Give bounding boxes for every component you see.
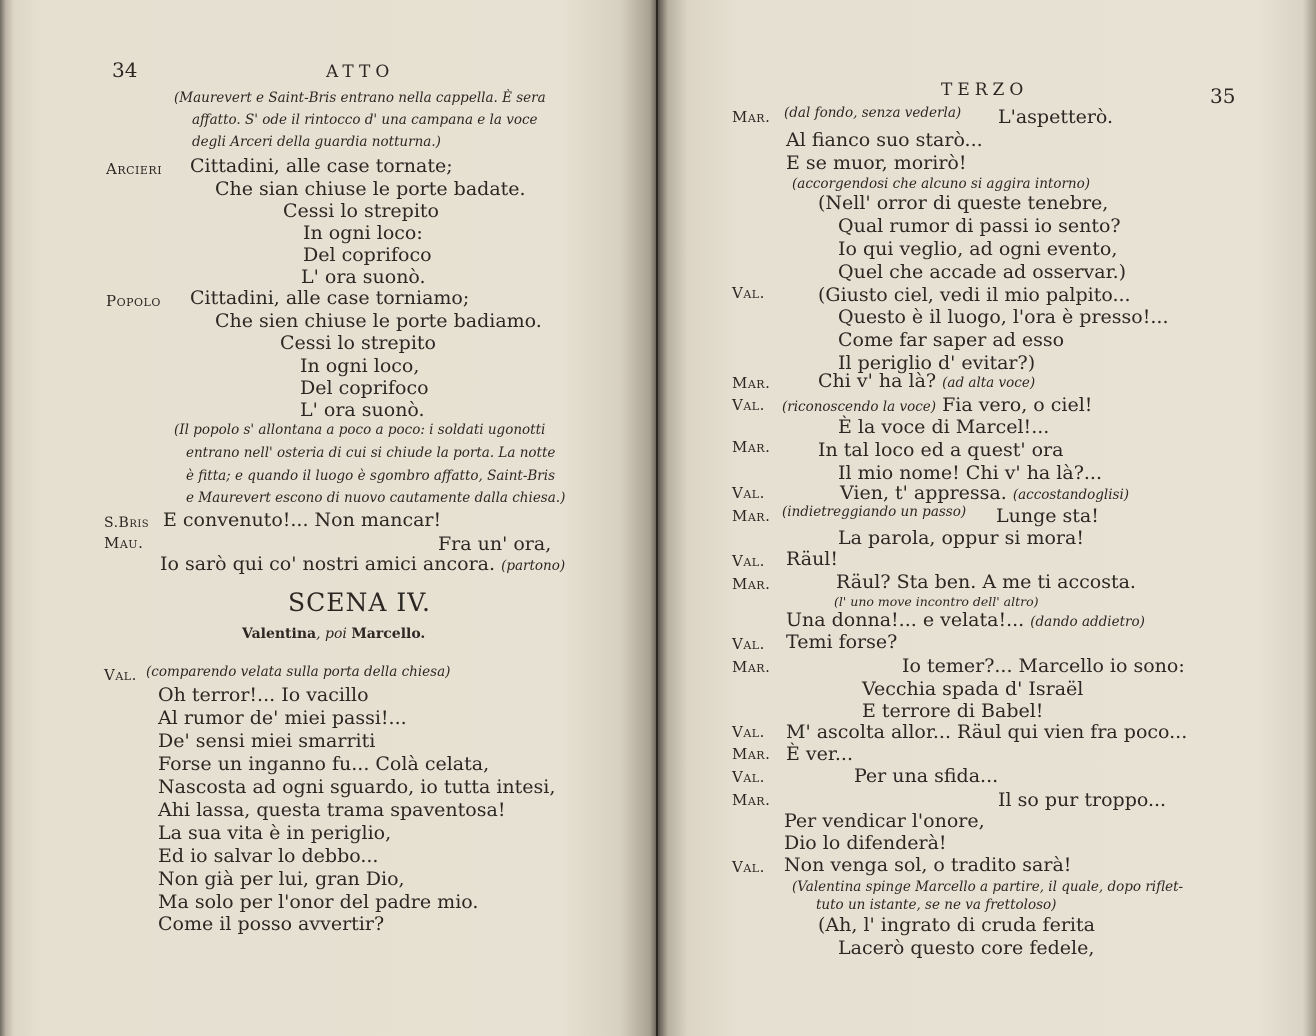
verse-line: Io qui veglio, ad ogni evento,: [838, 238, 1118, 260]
speaker-val: Val.: [732, 858, 765, 876]
character-name: Marcello.: [351, 626, 426, 642]
verse-line: Cessi lo strepito: [283, 200, 439, 222]
speaker-val: Val.: [104, 666, 137, 684]
verse-line: Il periglio d' evitar?): [838, 352, 1036, 374]
stage-direction: (accorgendosi che alcuno si aggira intorno): [792, 176, 1091, 192]
verse-line: Cittadini, alle case tornate;: [190, 155, 453, 177]
verse-line: Fra un' ora,: [438, 533, 552, 555]
verse-line: Che sien chiuse le porte badiamo.: [215, 310, 542, 332]
verse-line: Questo è il luogo, l'ora è presso!...: [838, 306, 1169, 328]
verse-line: Qual rumor di passi io sento?: [838, 215, 1121, 237]
verse-text: Io sarò qui co' nostri amici ancora.: [160, 553, 496, 575]
verse-line: Lunge sta!: [996, 505, 1099, 527]
verse-line: La parola, oppur si mora!: [838, 527, 1084, 549]
stage-direction: (l' uno move incontro dell' altro): [834, 594, 1039, 609]
verse-line: (Giusto ciel, vedi il mio palpito...: [818, 284, 1131, 306]
verse-line: Cessi lo strepito: [280, 332, 436, 354]
character-name: Valentina: [242, 626, 317, 642]
stage-direction: (ad alta voce): [942, 375, 1036, 391]
verse-line: Non venga sol, o tradito sarà!: [784, 854, 1072, 876]
verse-line: (Ah, l' ingrato di cruda ferita: [818, 914, 1095, 936]
stage-direction: (dal fondo, senza vederla): [784, 105, 962, 121]
right-page: [658, 0, 1316, 1036]
character-separator: , poi: [316, 626, 352, 642]
scene-characters: [242, 626, 425, 642]
verse-line: L' ora suonò.: [301, 266, 426, 288]
verse-line: Che sian chiuse le porte badate.: [215, 178, 526, 200]
verse-line: Oh terror!... Io vacillo: [158, 684, 369, 706]
verse-line: Ahi lassa, questa trama spaventosa!: [158, 799, 506, 821]
speaker-sbris: S.Bris: [104, 515, 150, 531]
speaker-val: Val.: [732, 284, 765, 302]
verse-line: M' ascolta allor... Räul qui vien fra poco...: [786, 721, 1188, 743]
stage-direction: degli Arceri della guardia notturna.): [192, 134, 441, 150]
speaker-val: Val.: [732, 635, 765, 653]
page-number: 34: [112, 58, 138, 82]
stage-direction: (Valentina spinge Marcello a partire, il quale, dopo riflet-: [792, 879, 1184, 895]
speaker-mar: Mar.: [732, 575, 771, 593]
stage-direction: tuto un istante, se ne va frettoloso): [816, 897, 1057, 913]
verse-line: [818, 370, 1035, 394]
verse-line: Al rumor de' miei passi!...: [158, 707, 407, 729]
stage-direction: (accostandoglisi): [1012, 487, 1130, 503]
verse-line: Cittadini, alle case torniamo;: [190, 287, 470, 309]
verse-line: E convenuto!... Non mancar!: [163, 509, 442, 531]
verse-line: Per una sfida...: [854, 765, 999, 787]
verse-line: È ver...: [786, 743, 854, 765]
speaker-mar: Mar.: [732, 438, 771, 456]
verse-line: Nascosta ad ogni sguardo, io tutta intesi,: [158, 776, 556, 798]
stage-direction: e Maurevert escono di nuovo cautamente dalla chiesa.): [186, 490, 566, 506]
left-page: [0, 0, 656, 1036]
speaker-mar: Mar.: [732, 791, 771, 809]
verse-line: Del coprifoco: [300, 377, 429, 399]
verse-line: Räul!: [786, 548, 839, 570]
verse-line: Il so pur troppo...: [998, 789, 1167, 811]
stage-direction: (riconoscendo la voce): [782, 399, 937, 415]
verse-line: In ogni loco:: [303, 222, 423, 244]
stage-direction: entrano nell' osteria di cui si chiude la porta. La notte: [186, 445, 556, 461]
stage-direction: (Il popolo s' allontana a poco a poco: i soldati ugonotti: [174, 422, 546, 438]
stage-direction: (comparendo velata sulla porta della chiesa): [146, 664, 451, 680]
verse-line: [160, 553, 565, 577]
verse-line: Ed io salvar lo debbo...: [158, 845, 379, 867]
verse-line: [786, 609, 1145, 633]
speaker-mau: Mau.: [104, 534, 144, 552]
page-number: 35: [1210, 84, 1236, 108]
verse-line: De' sensi miei smarriti: [158, 730, 376, 752]
scene-title: SCENA IV.: [288, 588, 431, 617]
verse-line: In ogni loco,: [300, 355, 420, 377]
speaker-val: Val.: [732, 396, 765, 414]
verse-line: Ma solo per l'onor del padre mio.: [158, 891, 479, 913]
speaker-val: Val.: [732, 723, 765, 741]
verse-line: Come far saper ad esso: [838, 329, 1065, 351]
stage-direction: (partono): [501, 558, 566, 574]
verse-line: Räul? Sta ben. A me ti accosta.: [836, 571, 1136, 593]
verse-text: Una donna!... e velata!...: [786, 609, 1025, 631]
speaker-val: Val.: [732, 768, 765, 786]
verse-line: Vecchia spada d' Israël: [862, 678, 1084, 700]
verse-line: L' ora suonò.: [300, 399, 425, 421]
verse-line: Quel che accade ad osservar.): [838, 261, 1127, 283]
verse-line: Al fianco suo starò...: [786, 129, 983, 151]
running-head: ATTO: [326, 62, 395, 82]
verse-line: Non già per lui, gran Dio,: [158, 868, 405, 890]
stage-direction: affatto. S' ode il rintocco d' una campana e la voce: [192, 112, 538, 128]
verse-text: Chi v' ha là?: [818, 370, 937, 392]
stage-direction: (indietreggiando un passo): [782, 504, 967, 520]
verse-line: E se muor, morirò!: [786, 152, 967, 174]
verse-text: Vien, t' appressa.: [840, 482, 1007, 504]
verse-line: È la voce di Marcel!...: [838, 416, 1050, 438]
stage-direction: (Maurevert e Saint-Bris entrano nella cappella. È sera: [174, 90, 546, 106]
verse-line: Come il posso avvertir?: [158, 913, 385, 935]
speaker-popolo: Popolo: [106, 292, 161, 310]
speaker-val: Val.: [732, 484, 765, 502]
verse-line: La sua vita è in periglio,: [158, 822, 392, 844]
speaker-mar: Mar.: [732, 745, 771, 763]
verse-line: Per vendicar l'onore,: [784, 810, 985, 832]
speaker-arcieri: Arcieri: [106, 160, 163, 178]
stage-direction: è fitta; e quando il luogo è sgombro affatto, Saint-Bris: [186, 468, 556, 484]
verse-line: (Nell' orror di queste tenebre,: [818, 192, 1109, 214]
speaker-mar: Mar.: [732, 108, 771, 126]
verse-text: Fia vero, o ciel!: [942, 394, 1093, 416]
verse-line: Dio lo difenderà!: [784, 832, 947, 854]
verse-line: Temi forse?: [786, 631, 898, 653]
verse-line: Il mio nome! Chi v' ha là?...: [838, 462, 1103, 484]
verse-line: [782, 394, 1092, 418]
speaker-val: Val.: [732, 552, 765, 570]
stage-direction: (dando addietro): [1030, 614, 1145, 630]
verse-line: L'aspetterò.: [998, 106, 1114, 128]
verse-line: In tal loco ed a quest' ora: [818, 439, 1064, 461]
speaker-mar: Mar.: [732, 658, 771, 676]
speaker-mar: Mar.: [732, 374, 771, 392]
verse-line: Lacerò questo core fedele,: [838, 937, 1095, 959]
verse-line: Io temer?... Marcello io sono:: [902, 655, 1185, 677]
verse-line: E terrore di Babel!: [862, 700, 1044, 722]
running-head: TERZO: [941, 80, 1029, 100]
verse-line: Forse un inganno fu... Colà celata,: [158, 753, 490, 775]
verse-line: Del coprifoco: [303, 244, 432, 266]
speaker-mar: Mar.: [732, 507, 771, 525]
